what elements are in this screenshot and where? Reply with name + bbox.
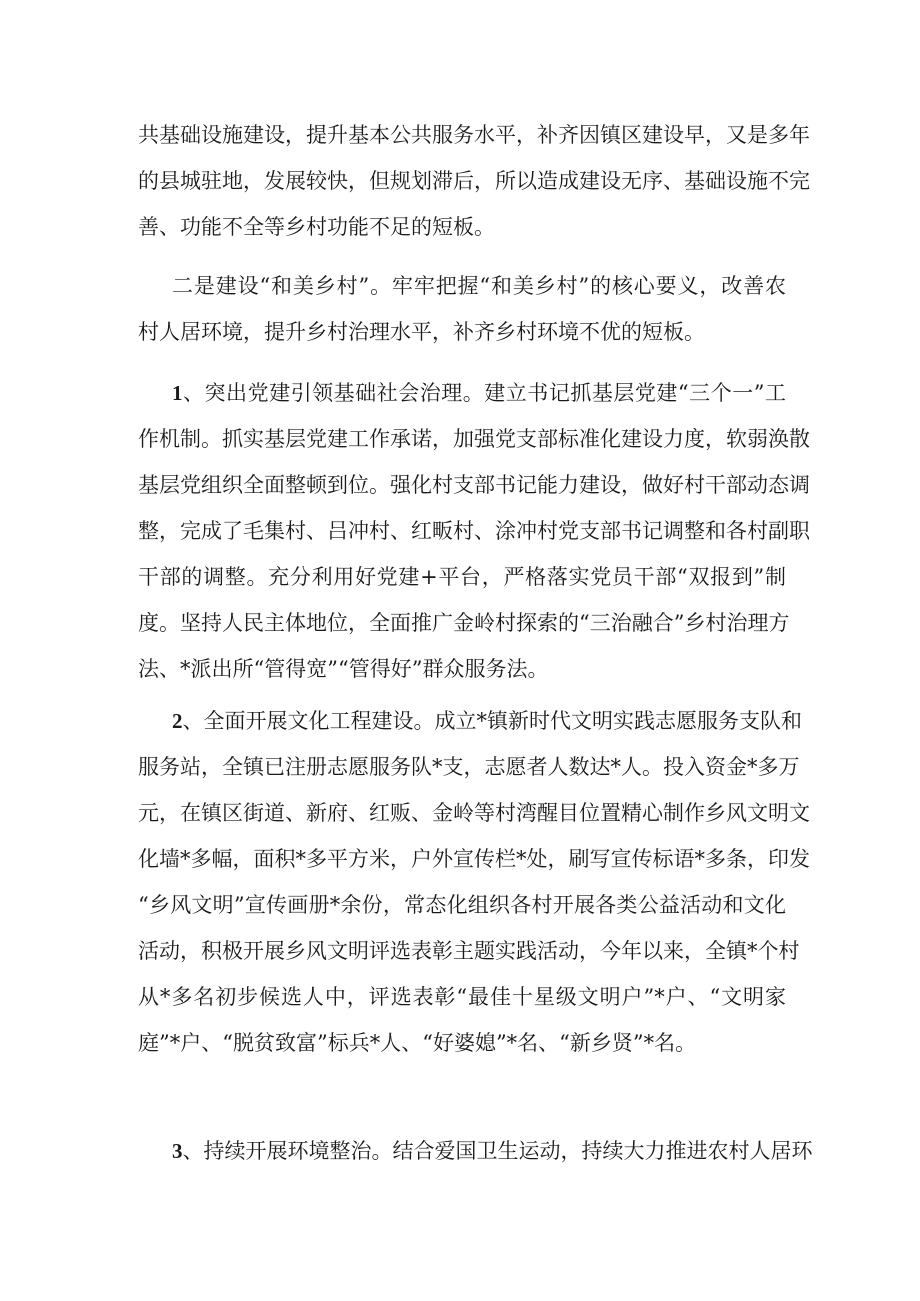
paragraph-line: 服务站，全镇已注册志愿服务队*支，志愿者人数达*人。投入资金*多万 bbox=[138, 755, 800, 779]
paragraph-line: 共基础设施建设，提升基本公共服务水平，补齐因镇区建设早，又是多年 bbox=[138, 123, 810, 147]
paragraph-line-text: 、突出党建引领基础社会治理。建立书记抓基层党建“三个一”工 bbox=[182, 381, 786, 405]
paragraph-line: 基层党组织全面整顿到位。强化村支部书记能力建设，做好村干部动态调 bbox=[138, 473, 810, 497]
paragraph-line bbox=[138, 698, 802, 744]
paragraph-line: 活动，积极开展乡风文明评选表彰主题实践活动，今年以来，全镇*个村 bbox=[138, 939, 800, 963]
paragraph-1 bbox=[138, 112, 810, 250]
paragraph-line: 元，在镇区街道、新府、红贩、金岭等村湾醒目位置精心制作乡风文明文 bbox=[138, 801, 810, 825]
paragraph-line bbox=[138, 1128, 813, 1174]
paragraph-line: 干部的调整。充分利用好党建+平台，严格落实党员干部“双报到”制 bbox=[138, 565, 786, 589]
paragraph-line: 村人居环境，提升乡村治理水平，补齐乡村环境不优的短板。 bbox=[138, 320, 705, 344]
item-number: 3 bbox=[172, 1139, 183, 1163]
paragraph-line: 从*多名初步候选人中，评选表彰“最佳十星级文明户”*户、“文明家 bbox=[138, 985, 786, 1009]
paragraph-line bbox=[138, 370, 786, 416]
paragraph-4 bbox=[138, 698, 810, 1066]
item-number: 1 bbox=[172, 381, 183, 405]
paragraph-line: 善、功能不全等乡村功能不足的短板。 bbox=[138, 215, 495, 239]
paragraph-3 bbox=[138, 370, 810, 692]
paragraph-line: 度。坚持人民主体地位，全面推广金岭村探索的“三治融合”乡村治理方 bbox=[138, 611, 790, 635]
paragraph-line: 作机制。抓实基层党建工作承诺，加强党支部标准化建设力度，软弱涣散 bbox=[138, 427, 810, 451]
paragraph-5 bbox=[138, 1128, 813, 1174]
paragraph-line-text: 、持续开展环境整治。结合爱国卫生运动，持续大力推进农村人居环 bbox=[182, 1139, 813, 1163]
paragraph-line: “乡风文明”宣传画册*余份，常态化组织各村开展各类公益活动和文化 bbox=[138, 893, 786, 917]
paragraph-line: 法、*派出所“管得宽”“管得好”群众服务法。 bbox=[138, 657, 549, 681]
paragraph-line: 二是建设“和美乡村”。牢牢把握“和美乡村”的核心要义，改善农 bbox=[172, 274, 786, 298]
item-number: 2 bbox=[172, 709, 183, 733]
paragraph-line: 的县城驻地，发展较快，但规划滞后，所以造成建设无序、基础设施不完 bbox=[138, 169, 810, 193]
paragraph-2 bbox=[138, 263, 786, 355]
paragraph-line: 整，完成了毛集村、吕冲村、红畈村、涂冲村党支部书记调整和各村副职 bbox=[138, 519, 810, 543]
paragraph-line: 化墙*多幅，面积*多平方米，户外宣传栏*处，刷写宣传标语*多条，印发 bbox=[138, 847, 810, 871]
paragraph-line: 庭”*户、“脱贫致富”标兵*人、“好婆媳”*名、“新乡贤”*名。 bbox=[138, 1031, 697, 1055]
paragraph-line-text: 、全面开展文化工程建设。成立*镇新时代文明实践志愿服务支队和 bbox=[182, 709, 802, 733]
